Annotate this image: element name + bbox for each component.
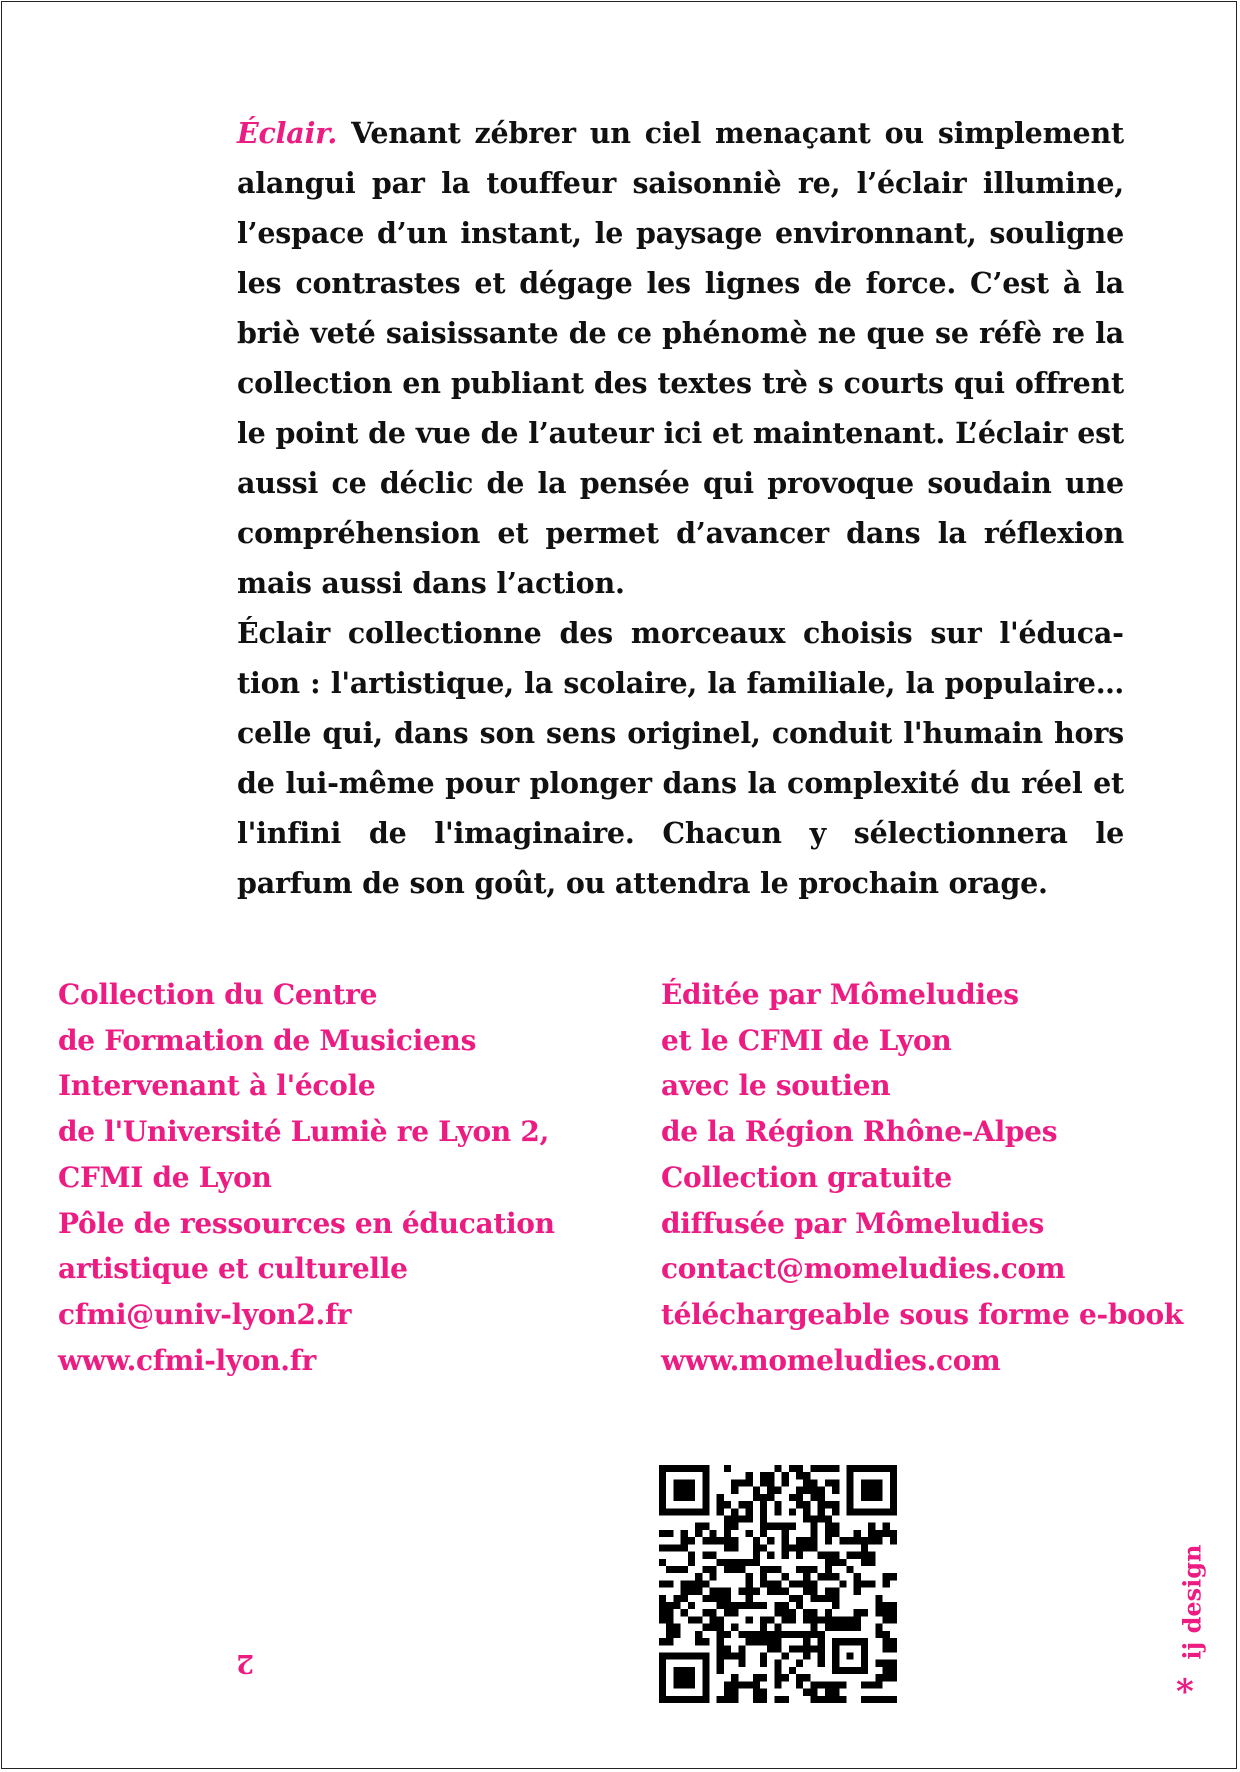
design-credit-text: ij design (1177, 1544, 1207, 1660)
asterisk-icon: * (1176, 1672, 1194, 1712)
cfmi-line: de Formation de Musiciens (58, 1023, 477, 1057)
publisher-website: www.momeludies.com (661, 1343, 1001, 1377)
publisher-line: et le CFMI de Lyon (661, 1023, 952, 1057)
qr-code-icon (659, 1465, 897, 1703)
cfmi-line: de l'Université Lumiè re Lyon 2, (58, 1115, 550, 1149)
cfmi-line: Pôle de ressources en éducation (58, 1206, 555, 1240)
description-paragraph-1 (237, 108, 1124, 608)
page-number: 2 (236, 1648, 255, 1678)
publisher-line: avec le soutien (661, 1069, 891, 1103)
collection-description (237, 108, 1124, 908)
design-credit (1172, 1544, 1212, 1712)
cfmi-email: cfmi@univ-lyon2.fr (58, 1297, 352, 1331)
publisher-email: contact@momeludies.com (661, 1252, 1066, 1286)
cfmi-info-column (58, 972, 555, 1383)
publisher-info-column (661, 972, 1183, 1383)
publisher-line: Collection gratuite (661, 1160, 952, 1194)
cfmi-line: Intervenant à l'école (58, 1069, 376, 1103)
cfmi-website: www.cfmi-lyon.fr (58, 1343, 316, 1377)
publisher-line: téléchargeable sous forme e-book (661, 1297, 1183, 1331)
publisher-line: diffusée par Mômeludies (661, 1206, 1045, 1240)
cfmi-line: Collection du Centre (58, 978, 378, 1011)
publisher-line: Éditée par Mômeludies (661, 978, 1019, 1011)
cfmi-line: CFMI de Lyon (58, 1160, 272, 1194)
paragraph-1-text: Venant zébrer un ciel menaçant ou simplement alangui par la touffeur saisonniè re, l’éclair illumine, l’espace d’un instant, le paysage environnant, souligne les contrastes et dégage les lignes de force. C’est à la briè veté saisissante de ce phénomè ne que se réfè re la collection en publiant des textes trè s courts qui offrent le point de vue de l’auteur ici et maintenant. L’éclair est aussi ce déclic de la pensée qui provoque soudain une compréhension et permet d’avancer dans la réflexion mais aussi dans l’action. (237, 116, 1124, 600)
cfmi-line: artistique et culturelle (58, 1252, 408, 1286)
description-paragraph-2: Éclair collectionne des morceaux choisis sur l'éducation : l'artistique, la scolaire, la familiale, la populaire… celle qui, dans son sens originel, conduit l'humain hors de lui-même pour plonger dans la complexité du réel et l'infini de l'imaginaire. Chacun y sélectionnera le parfum de son goût, ou attendra le prochain orage. (237, 616, 1124, 900)
publisher-line: de la Région Rhône-Alpes (661, 1115, 1058, 1149)
collection-name-lead: Éclair. (237, 116, 338, 150)
